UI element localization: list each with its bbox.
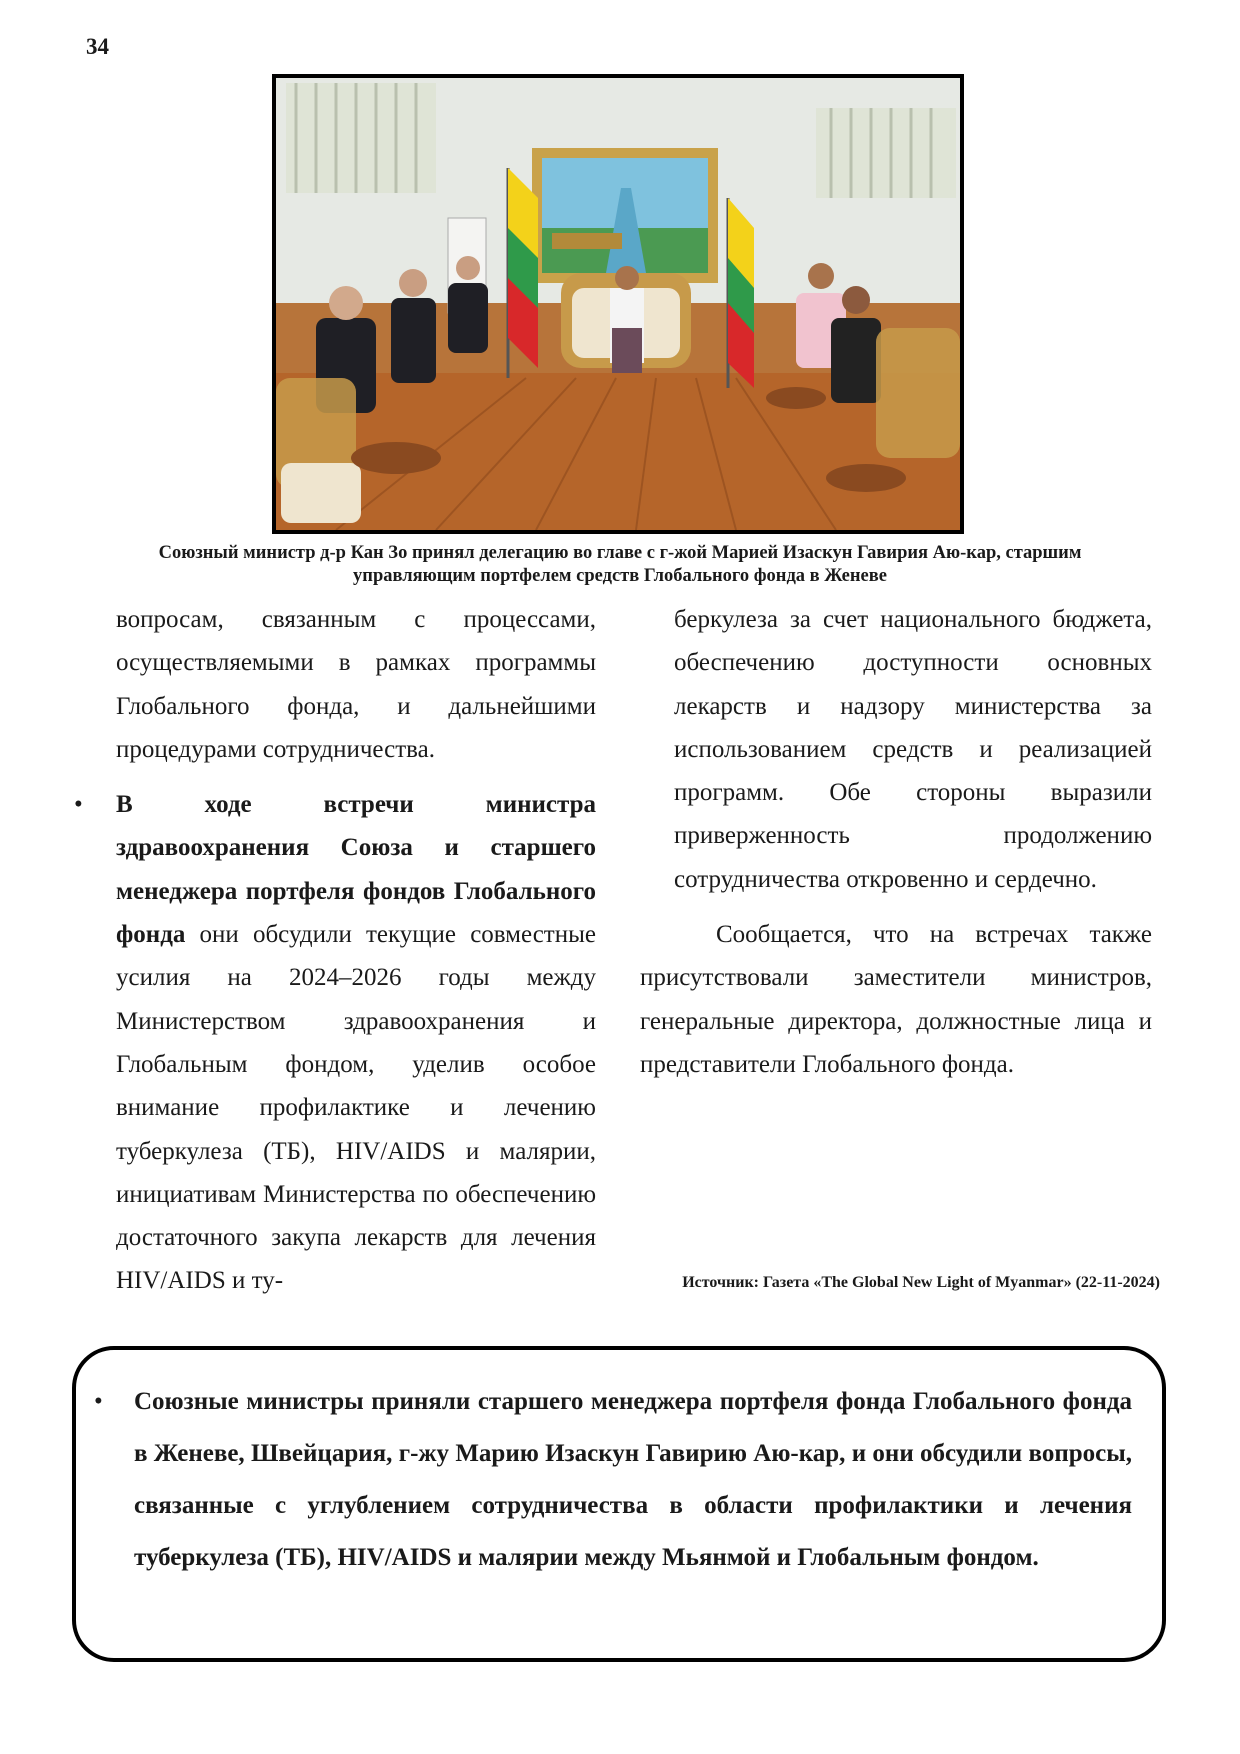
bullet-icon: •: [74, 791, 83, 819]
page-number: 34: [86, 34, 109, 59]
right-column: [640, 598, 1152, 1086]
right-paragraph-2: Сообщается, что на встречах также присутствовали заместители министров, генеральные директора, должностные лица и представители Глобального фонда.: [640, 921, 1152, 1078]
summary-text: Союзные министры приняли старшего менеджера портфеля фонда Глобального фонда в Женеве, Швейцария, г-жу Марию Изаскун Гавирию Аю-кар, и они обсудили вопросы, связанные с углублением сотрудничества в области профилактики и лечения туберкулеза (ТБ), HIV/AIDS и малярии между Мьянмой и Глобальным фондом.: [134, 1388, 1132, 1571]
left-paragraph-2-bold: В ходе встречи министра здравоохранения Союза и старшего менеджера портфеля фондов Глобального фонда: [116, 791, 596, 949]
source-note: Источник: Газета «The Global New Light of Myanmar» (22-11-2024): [682, 1274, 1160, 1291]
left-column: [74, 598, 596, 1303]
summary-bullet-icon: •: [94, 1388, 103, 1415]
left-paragraph-1: вопросам, связанным с процессами, осуществляемыми в рамках программы Глобального фонда, и дальнейшими процедурами сотрудничества.: [116, 606, 596, 763]
photo-caption: Союзный министр д-р Кан Зо принял делегацию во главе с г-жой Марией Изаскун Гавирия Аю-кар, старшим управляющим портфелем средств Глобального фонда в Женеве: [158, 543, 1082, 586]
photo-meeting-hall-icon: [276, 78, 960, 530]
left-paragraph-2: [74, 783, 596, 1303]
summary-box: [72, 1346, 1166, 1662]
meeting-photo: [272, 74, 964, 534]
left-paragraph-2-rest: они обсудили текущие совместные усилия на 2024–2026 годы между Министерством здравоохранения и Глобальным фондом, уделив особое внимание профилактике и лечению туберкулеза (ТБ), HIV/AIDS и малярии, инициативам Министерства по обеспечению достаточного закупа лекарств для лечения HIV/AIDS и ту-: [116, 921, 596, 1295]
right-paragraph-1: беркулеза за счет национального бюджета, обеспечению доступности основных лекарств и надзору министерства за использованием средств и реализацией программ. Обе стороны выразили приверженность продолжению сотрудничества откровенно и сердечно.: [674, 606, 1152, 893]
